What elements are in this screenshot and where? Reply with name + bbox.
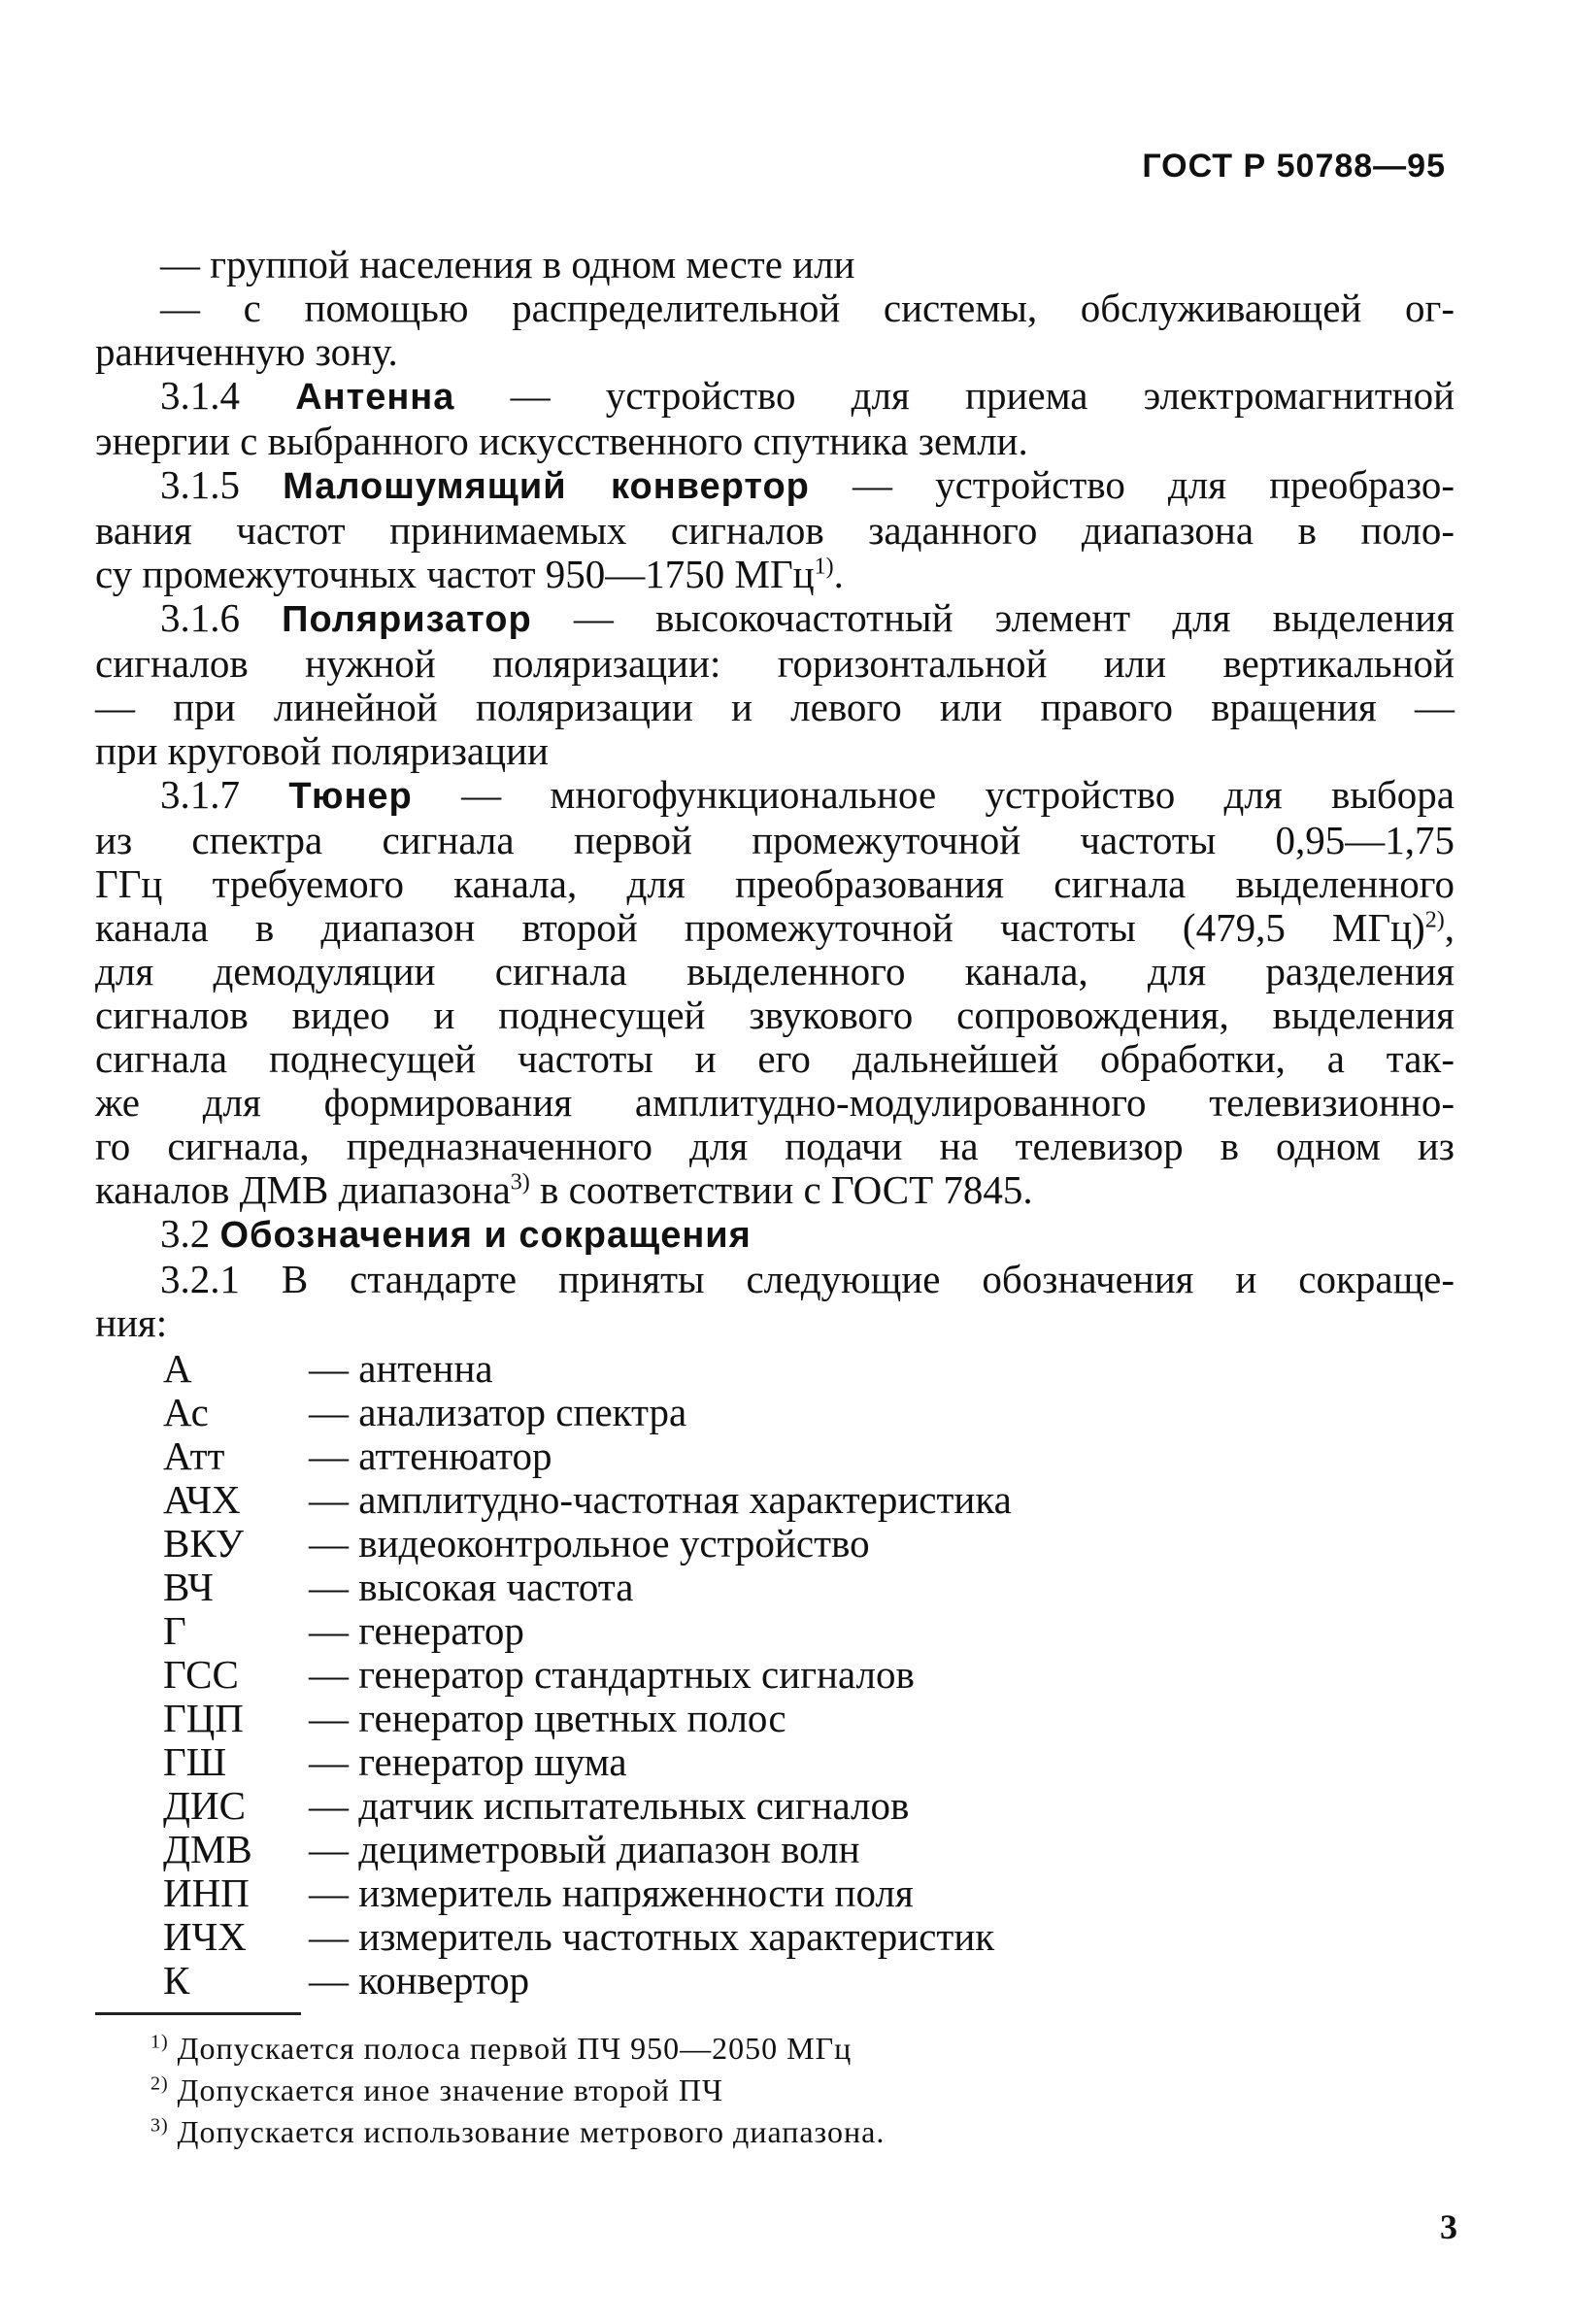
abbreviation-definition: — генератор шума bbox=[309, 1739, 627, 1784]
definition-text: — высокочастотный элемент для выделения bbox=[573, 595, 1455, 640]
abbreviation-definition: — измеритель частотных характеристик bbox=[309, 1914, 995, 1959]
abbreviation-code: ИНП bbox=[163, 1870, 250, 1915]
clause-3-2-1-continued: ния: bbox=[95, 1300, 168, 1345]
abbreviation-code: ВКУ bbox=[163, 1521, 244, 1566]
footnote-mark: 1) bbox=[151, 2031, 169, 2053]
definition-line: — при линейной поляризации и левого или правого вращения — bbox=[95, 685, 1455, 729]
footnote-mark: 2) bbox=[151, 2072, 169, 2095]
term-lnb: Малошумящий конвертор bbox=[283, 466, 810, 507]
definition-line: при круговой поляризации bbox=[95, 728, 549, 773]
abbreviation-code: Г bbox=[163, 1608, 186, 1653]
term-tuner: Тюнер bbox=[288, 776, 413, 817]
definition-line: для демодуляции сигнала выделенного канала, для разделения bbox=[95, 949, 1455, 994]
abbreviation-definition: — датчик испытательных сигналов bbox=[309, 1783, 910, 1828]
abbreviation-row bbox=[95, 1522, 1455, 1566]
abbreviation-row bbox=[95, 1347, 1455, 1391]
abbreviation-row bbox=[95, 1434, 1455, 1478]
abbreviation-row bbox=[95, 1828, 1455, 1871]
clause-3-1-6 bbox=[95, 596, 1455, 642]
definition-text: — многофункциональное устройство для выбора bbox=[461, 772, 1455, 817]
abbreviation-code: А bbox=[163, 1346, 192, 1391]
definition-text: каналов ДМВ диапазона bbox=[95, 1167, 511, 1212]
definition-line bbox=[95, 906, 1455, 950]
footnote-ref: 2) bbox=[1424, 907, 1445, 933]
abbreviation-definition: — высокая частота bbox=[309, 1565, 634, 1609]
abbreviation-row bbox=[95, 1784, 1455, 1828]
footnote bbox=[151, 2028, 885, 2070]
abbreviation-definition: — анализатор спектра bbox=[309, 1390, 687, 1434]
abbreviation-code: АЧХ bbox=[163, 1477, 241, 1522]
abbreviation-row bbox=[95, 1566, 1455, 1609]
clause-number: 3.1.6 bbox=[160, 595, 240, 640]
abbreviation-definition: — генератор стандартных сигналов bbox=[309, 1652, 915, 1697]
definition-text: в соответствии с ГОСТ 7845. bbox=[529, 1167, 1033, 1212]
term-antenna: Антенна bbox=[295, 377, 455, 418]
definition-line: же для формирования амплитудно-модулированного телевизионно- bbox=[95, 1080, 1455, 1125]
abbreviation-row bbox=[95, 1871, 1455, 1915]
abbreviation-code: К bbox=[163, 1958, 190, 2003]
abbreviation-definition: — аттенюатор bbox=[309, 1433, 552, 1478]
footnote-text: Допускается иное значение второй ПЧ bbox=[168, 2072, 723, 2107]
definition-line: сигналов нужной поляризации: горизонтальной или вертикальной bbox=[95, 641, 1455, 686]
clause-3-1-4 bbox=[95, 374, 1455, 420]
footnote-ref: 1) bbox=[814, 554, 834, 580]
footnote-text: Допускается полоса первой ПЧ 950—2050 МГц bbox=[168, 2031, 853, 2066]
abbreviation-code: Ас bbox=[163, 1390, 209, 1434]
abbreviation-row bbox=[95, 1478, 1455, 1522]
body-text bbox=[95, 243, 1455, 2003]
document-code-header: ГОСТ Р 50788—95 bbox=[1142, 148, 1446, 185]
punctuation: , bbox=[1444, 905, 1455, 950]
definition-line: ГГц требуемого канала, для преобразования сигнала выделенного bbox=[95, 861, 1455, 906]
abbreviation-definition: — генератор цветных полос bbox=[309, 1696, 786, 1740]
page-number: 3 bbox=[1440, 2207, 1457, 2246]
abbreviation-row bbox=[95, 1697, 1455, 1740]
term-polarizer: Поляризатор bbox=[282, 599, 532, 640]
clause-3-1-5 bbox=[95, 463, 1455, 509]
section-title: Обозначения и сокращения bbox=[219, 1215, 752, 1256]
clause-number: 3.1.5 bbox=[160, 462, 240, 507]
abbreviations-list bbox=[95, 1347, 1455, 2003]
definition-line: энергии с выбранного искусственного спутника земли. bbox=[95, 419, 1028, 463]
footnote bbox=[151, 2070, 885, 2111]
abbreviation-code: ВЧ bbox=[163, 1565, 214, 1609]
footnotes bbox=[151, 2028, 885, 2153]
intro-line: раниченную зону. bbox=[95, 329, 398, 374]
abbreviation-code: ГЦП bbox=[163, 1696, 244, 1740]
definition-text: канала в диапазон второй промежуточной частоты (479,5 МГц) bbox=[95, 905, 1425, 950]
footnote-mark: 3) bbox=[151, 2114, 169, 2137]
abbreviation-definition: — генератор bbox=[309, 1608, 524, 1653]
definition-line bbox=[95, 1168, 1455, 1212]
abbreviation-definition: — видеоконтрольное устройство bbox=[309, 1521, 870, 1566]
abbreviation-code: ИЧХ bbox=[163, 1914, 247, 1959]
punctuation: . bbox=[833, 552, 844, 596]
abbreviation-row bbox=[95, 1959, 1455, 2003]
definition-line: из спектра сигнала первой промежуточной частоты 0,95—1,75 bbox=[95, 818, 1455, 862]
abbreviation-definition: — амплитудно-частотная характеристика bbox=[309, 1477, 1012, 1522]
definition-line: го сигнала, предназначенного для подачи на телевизор в одном из bbox=[95, 1124, 1455, 1168]
footnote-separator bbox=[95, 2012, 301, 2015]
abbreviation-definition: — дециметровый диапазон волн bbox=[309, 1827, 860, 1871]
clause-3-1-7 bbox=[95, 773, 1455, 819]
abbreviation-row bbox=[95, 1653, 1455, 1697]
abbreviation-definition: — измеритель напряженности поля bbox=[309, 1870, 914, 1915]
definition-text: — устройство для приема электромагнитной bbox=[510, 373, 1455, 418]
definition-line: вания частот принимаемых сигналов заданного диапазона в поло- bbox=[95, 508, 1455, 553]
intro-line: — группой населения в одном месте или bbox=[160, 242, 855, 286]
abbreviation-row bbox=[95, 1391, 1455, 1434]
intro-line: — с помощью распределительной системы, обслуживающей ог- bbox=[160, 286, 1455, 330]
clause-number: 3.1.4 bbox=[160, 373, 240, 418]
abbreviation-code: ДИС bbox=[163, 1783, 246, 1828]
abbreviation-definition: — конвертор bbox=[309, 1958, 530, 2003]
definition-line bbox=[95, 553, 1455, 596]
definition-line: сигнала поднесущей частоты и его дальнейшей обработки, а так- bbox=[95, 1036, 1455, 1081]
clause-number: 3.1.7 bbox=[160, 772, 240, 817]
footnote bbox=[151, 2111, 885, 2153]
abbreviation-code: Атт bbox=[163, 1433, 225, 1478]
footnote-text: Допускается использование метрового диапазона. bbox=[168, 2114, 886, 2149]
definition-line: сигналов видео и поднесущей звукового сопровождения, выделения bbox=[95, 993, 1455, 1037]
abbreviation-row bbox=[95, 1609, 1455, 1653]
abbreviation-row bbox=[95, 1915, 1455, 1959]
abbreviation-row bbox=[95, 1740, 1455, 1784]
abbreviation-code: ДМВ bbox=[163, 1827, 252, 1871]
abbreviation-code: ГСС bbox=[163, 1652, 239, 1697]
clause-3-2-1: 3.2.1 В стандарте приняты следующие обозначения и сокраще- bbox=[160, 1257, 1455, 1301]
definition-text: су промежуточных частот 950—1750 МГц bbox=[95, 552, 815, 596]
definition-text: — устройство для преобразо- bbox=[852, 462, 1455, 507]
abbreviation-code: ГШ bbox=[163, 1739, 227, 1784]
abbreviation-definition: — антенна bbox=[309, 1346, 493, 1391]
footnote-ref: 3) bbox=[510, 1169, 530, 1196]
section-3-2-heading bbox=[95, 1212, 1455, 1258]
section-number: 3.2 bbox=[160, 1211, 211, 1256]
